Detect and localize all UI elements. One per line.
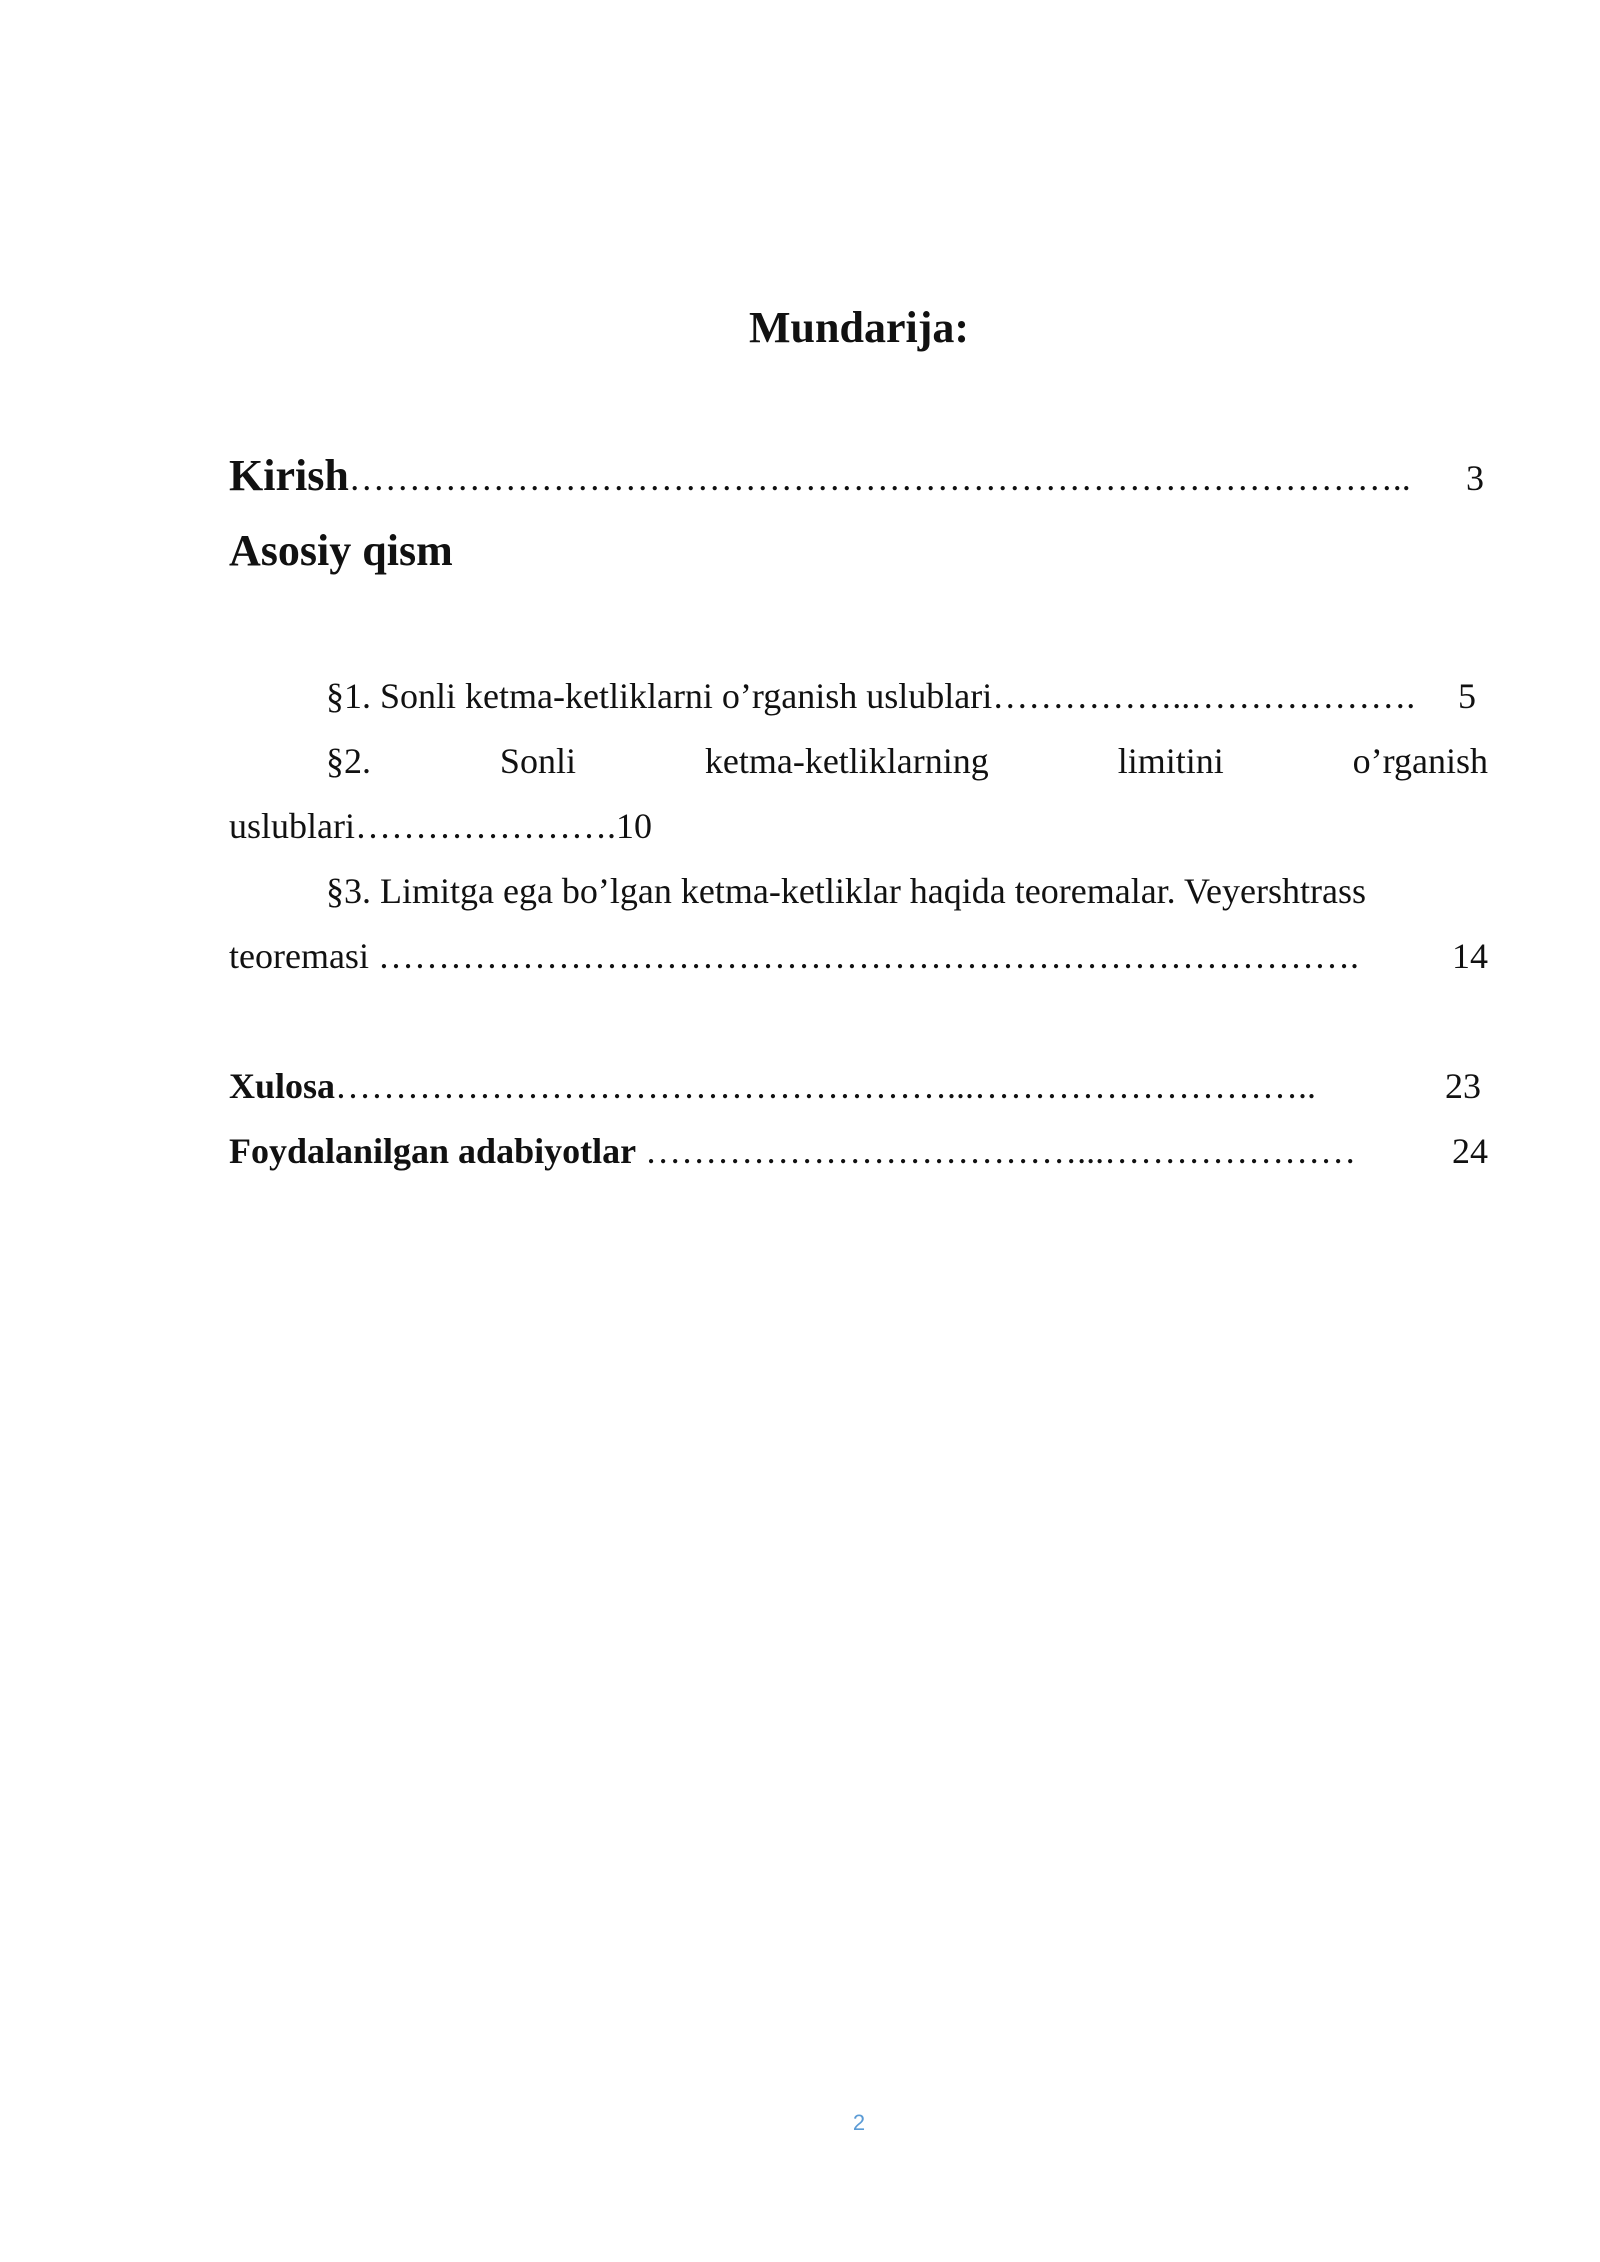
toc-label: §3. Limitga ega bo’lgan ketma-ketliklar haqida teoremalar. Veyershtrass — [326, 871, 1366, 911]
toc-leader-dots: …………………………………………………………………………….. — [348, 458, 1411, 498]
footer-page-number: 2 — [852, 2110, 866, 2135]
toc-leader-dots: ……………..………………. — [992, 676, 1416, 716]
toc-leader-dots: …………………. — [354, 806, 616, 846]
toc-label: Asosiy qism — [229, 526, 453, 575]
toc-page-number: 24 — [1452, 1131, 1488, 1171]
toc-label: uslublari — [229, 806, 355, 846]
toc-word: ketma-ketliklarning — [704, 741, 989, 781]
toc-leader-dots: ………………………………………………………………………. — [377, 936, 1359, 976]
toc-entry-s3-continued — [229, 928, 1488, 984]
toc-leader-dots: ……………………………………………...……………………….. — [335, 1066, 1317, 1106]
toc-entry-s2 — [326, 733, 1488, 789]
toc-label: §1. Sonli ketma-ketliklarni o’rganish uslublari — [326, 676, 993, 716]
toc-word: limitini — [1117, 741, 1224, 781]
toc-word: o’rganish — [1352, 741, 1488, 781]
toc-leader-dots: ………………………………...………………… — [636, 1131, 1357, 1171]
toc-page-number: 23 — [1445, 1066, 1481, 1106]
toc-entry-foydalanilgan-adabiyotlar — [229, 1123, 1488, 1179]
page-title: Mundarija: — [749, 303, 969, 352]
toc-label: Foydalanilgan adabiyotlar — [229, 1131, 637, 1171]
toc-page-number: 3 — [1466, 458, 1484, 498]
toc-section-heading — [229, 523, 453, 579]
toc-page-number: 10 — [615, 806, 652, 846]
toc-entry-xulosa — [229, 1058, 1481, 1114]
toc-entry-s2-continued — [229, 798, 652, 854]
toc-entry-s3 — [326, 863, 1366, 919]
toc-entry-s1 — [326, 668, 1476, 724]
toc-label: Kirish — [229, 451, 349, 500]
toc-word: §2. — [326, 741, 371, 781]
toc-label: teoremasi — [229, 936, 378, 976]
toc-page-number: 5 — [1458, 676, 1476, 716]
toc-label: Xulosa — [229, 1066, 336, 1106]
toc-page-number: 14 — [1452, 936, 1488, 976]
toc-word: Sonli — [499, 741, 576, 781]
toc-entry-kirish — [229, 448, 1484, 506]
